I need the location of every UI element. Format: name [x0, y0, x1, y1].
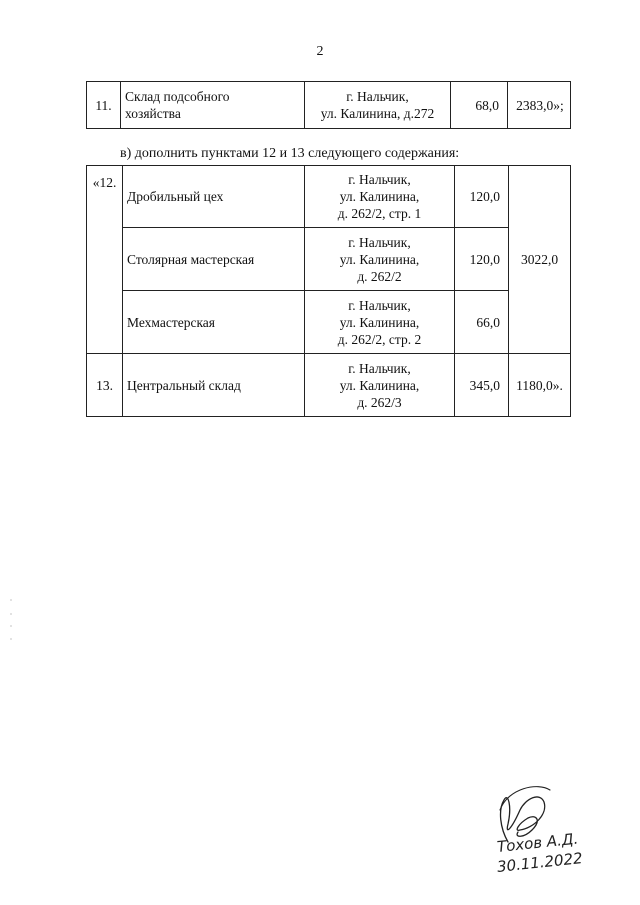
- row-number: 13.: [87, 354, 123, 417]
- table-row: [87, 166, 571, 228]
- object-area: 68,0: [451, 82, 508, 129]
- object-name: Центральный склад: [123, 354, 305, 417]
- address-line: г. Нальчик,: [346, 89, 409, 104]
- table-row: [87, 354, 571, 417]
- address-line: д. 262/2: [357, 268, 402, 284]
- table-row: [87, 228, 571, 291]
- address-line: д. 262/2, стр. 1: [337, 206, 422, 221]
- object-name: Мехмастерская: [123, 291, 305, 354]
- address-line: д. 262/3: [357, 394, 402, 410]
- address-line: ул. Калинина,: [339, 189, 420, 204]
- signature-date: 30.11.2022: [496, 849, 584, 876]
- signer-name: Тохов А.Д.: [496, 829, 580, 856]
- table-row: [87, 82, 571, 129]
- address-line: г. Нальчик,: [348, 172, 411, 187]
- object-address: [305, 82, 451, 129]
- object-name: Столярная мастерская: [123, 228, 305, 291]
- object-total: 3022,0: [509, 166, 571, 354]
- object-area: 120,0: [455, 166, 509, 228]
- object-address: [305, 228, 455, 291]
- address-line: ул. Калинина, д.272: [320, 106, 435, 121]
- object-name-line1: Склад подсобного: [125, 89, 230, 104]
- object-total: 2383,0»;: [508, 82, 571, 129]
- amendment-intro-text: в) дополнить пунктами 12 и 13 следующего содержания:: [120, 146, 460, 161]
- object-area: 66,0: [455, 291, 509, 354]
- row-number: 11.: [87, 82, 121, 129]
- address-line: ул. Калинина,: [339, 314, 420, 330]
- object-name-line2: хозяйства: [125, 106, 181, 121]
- object-area: 120,0: [455, 228, 509, 291]
- object-address: [305, 166, 455, 228]
- signature-annotation: [496, 829, 584, 876]
- object-address: [305, 354, 455, 417]
- object-name: [121, 82, 305, 129]
- address-line: ул. Калинина,: [339, 377, 420, 393]
- address-line: г. Нальчик,: [348, 360, 411, 376]
- table-row: [87, 291, 571, 354]
- address-line: д. 262/2, стр. 2: [337, 331, 422, 347]
- page-number: 2: [316, 44, 324, 59]
- address-line: г. Нальчик,: [348, 297, 411, 313]
- object-address: [305, 291, 455, 354]
- address-line: г. Нальчик,: [348, 234, 411, 250]
- object-total: 1180,0».: [509, 354, 571, 417]
- address-line: ул. Калинина,: [339, 251, 420, 267]
- margin-scan-dots: [8, 598, 14, 644]
- property-table-part2: [86, 165, 571, 417]
- object-name: Дробильный цех: [123, 166, 305, 228]
- property-table-part1: [86, 81, 571, 129]
- object-area: 345,0: [455, 354, 509, 417]
- row-number: «12.: [87, 166, 123, 354]
